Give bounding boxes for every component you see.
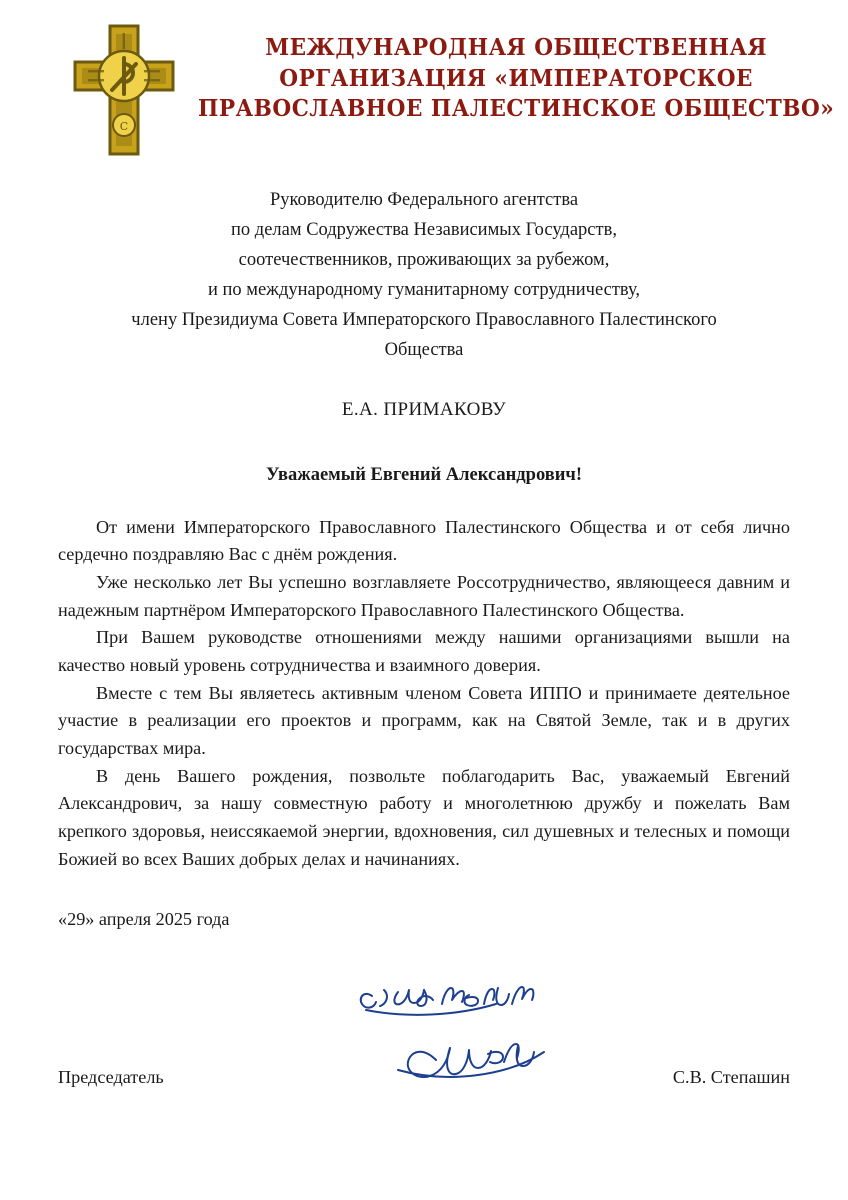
signer-position: Председатель (58, 1067, 164, 1088)
paragraph-5: В день Вашего рождения, позвольте поблагодарить Вас, уважаемый Евгений Александрович, за нашу совместную работу и многолетнюю дружбу и пожелать Вам крепкого здоровья, неиссякаемой энергии, вдохновения, сил душевных и телесных и помощи Божией во всех Ваших добрых делах и начинаниях. (58, 765, 790, 869)
letter-content (0, 186, 848, 1094)
paragraph-1: От имени Императорского Православного Палестинского Общества и от себя лично сердечно поздравляю Вас с днём рождения. (58, 516, 790, 565)
letterhead (0, 0, 848, 150)
letter-body (58, 514, 790, 874)
salutation: Уважаемый Евгений Александрович! (266, 464, 582, 485)
letter-date: «29» апреля 2025 года (58, 909, 230, 930)
svg-text:С: С (119, 120, 129, 133)
organization-title-line-2: ОРГАНИЗАЦИЯ «ИМПЕРАТОРСКОЕ (279, 63, 754, 92)
addressee-line-2: по делам Содружества Независимых Государств, (231, 219, 617, 240)
paragraph-4: Вместе с тем Вы являетесь активным членом Совета ИППО и принимаете деятельное участие в реализации его проектов и программ, как на Святой Земле, так и в других государствах мира. (58, 682, 790, 759)
paragraph-2: Уже несколько лет Вы успешно возглавляете Россотрудничество, являющееся давним и надежным партнёром Императорского Православного Палестинского Общества. (58, 572, 790, 620)
addressee-line-4: и по международному гуманитарному сотрудничеству, (207, 279, 641, 300)
organization-title (198, 32, 834, 124)
signature-row (58, 1067, 790, 1088)
addressee-line-1: Руководителю Федерального агентства (269, 190, 579, 210)
addressee-line-5: члену Президиума Совета Императорского Православного Палестинского (131, 309, 717, 330)
signature-area (58, 974, 790, 1094)
organization-title-line-3: ПРАВОСЛАВНОЕ ПАЛЕСТИНСКОЕ ОБЩЕСТВО» (198, 94, 835, 123)
signer-name: С.В. Степашин (672, 1067, 790, 1088)
addressee-line-6: Общества (384, 339, 464, 360)
addressee-line-3: соотечественников, проживающих за рубежом, (238, 249, 610, 270)
addressee-block (58, 186, 790, 366)
organization-title-line-1: МЕЖДУНАРОДНАЯ ОБЩЕСТВЕННАЯ (265, 33, 768, 61)
ippo-cross-emblem-icon (72, 24, 176, 156)
paragraph-3: При Вашем руководстве отношениями между нашими организациями вышли на качество новый уровень сотрудничества и взаимного доверия. (58, 627, 790, 676)
addressee-name: Е.А. ПРИМАКОВУ (341, 398, 507, 420)
